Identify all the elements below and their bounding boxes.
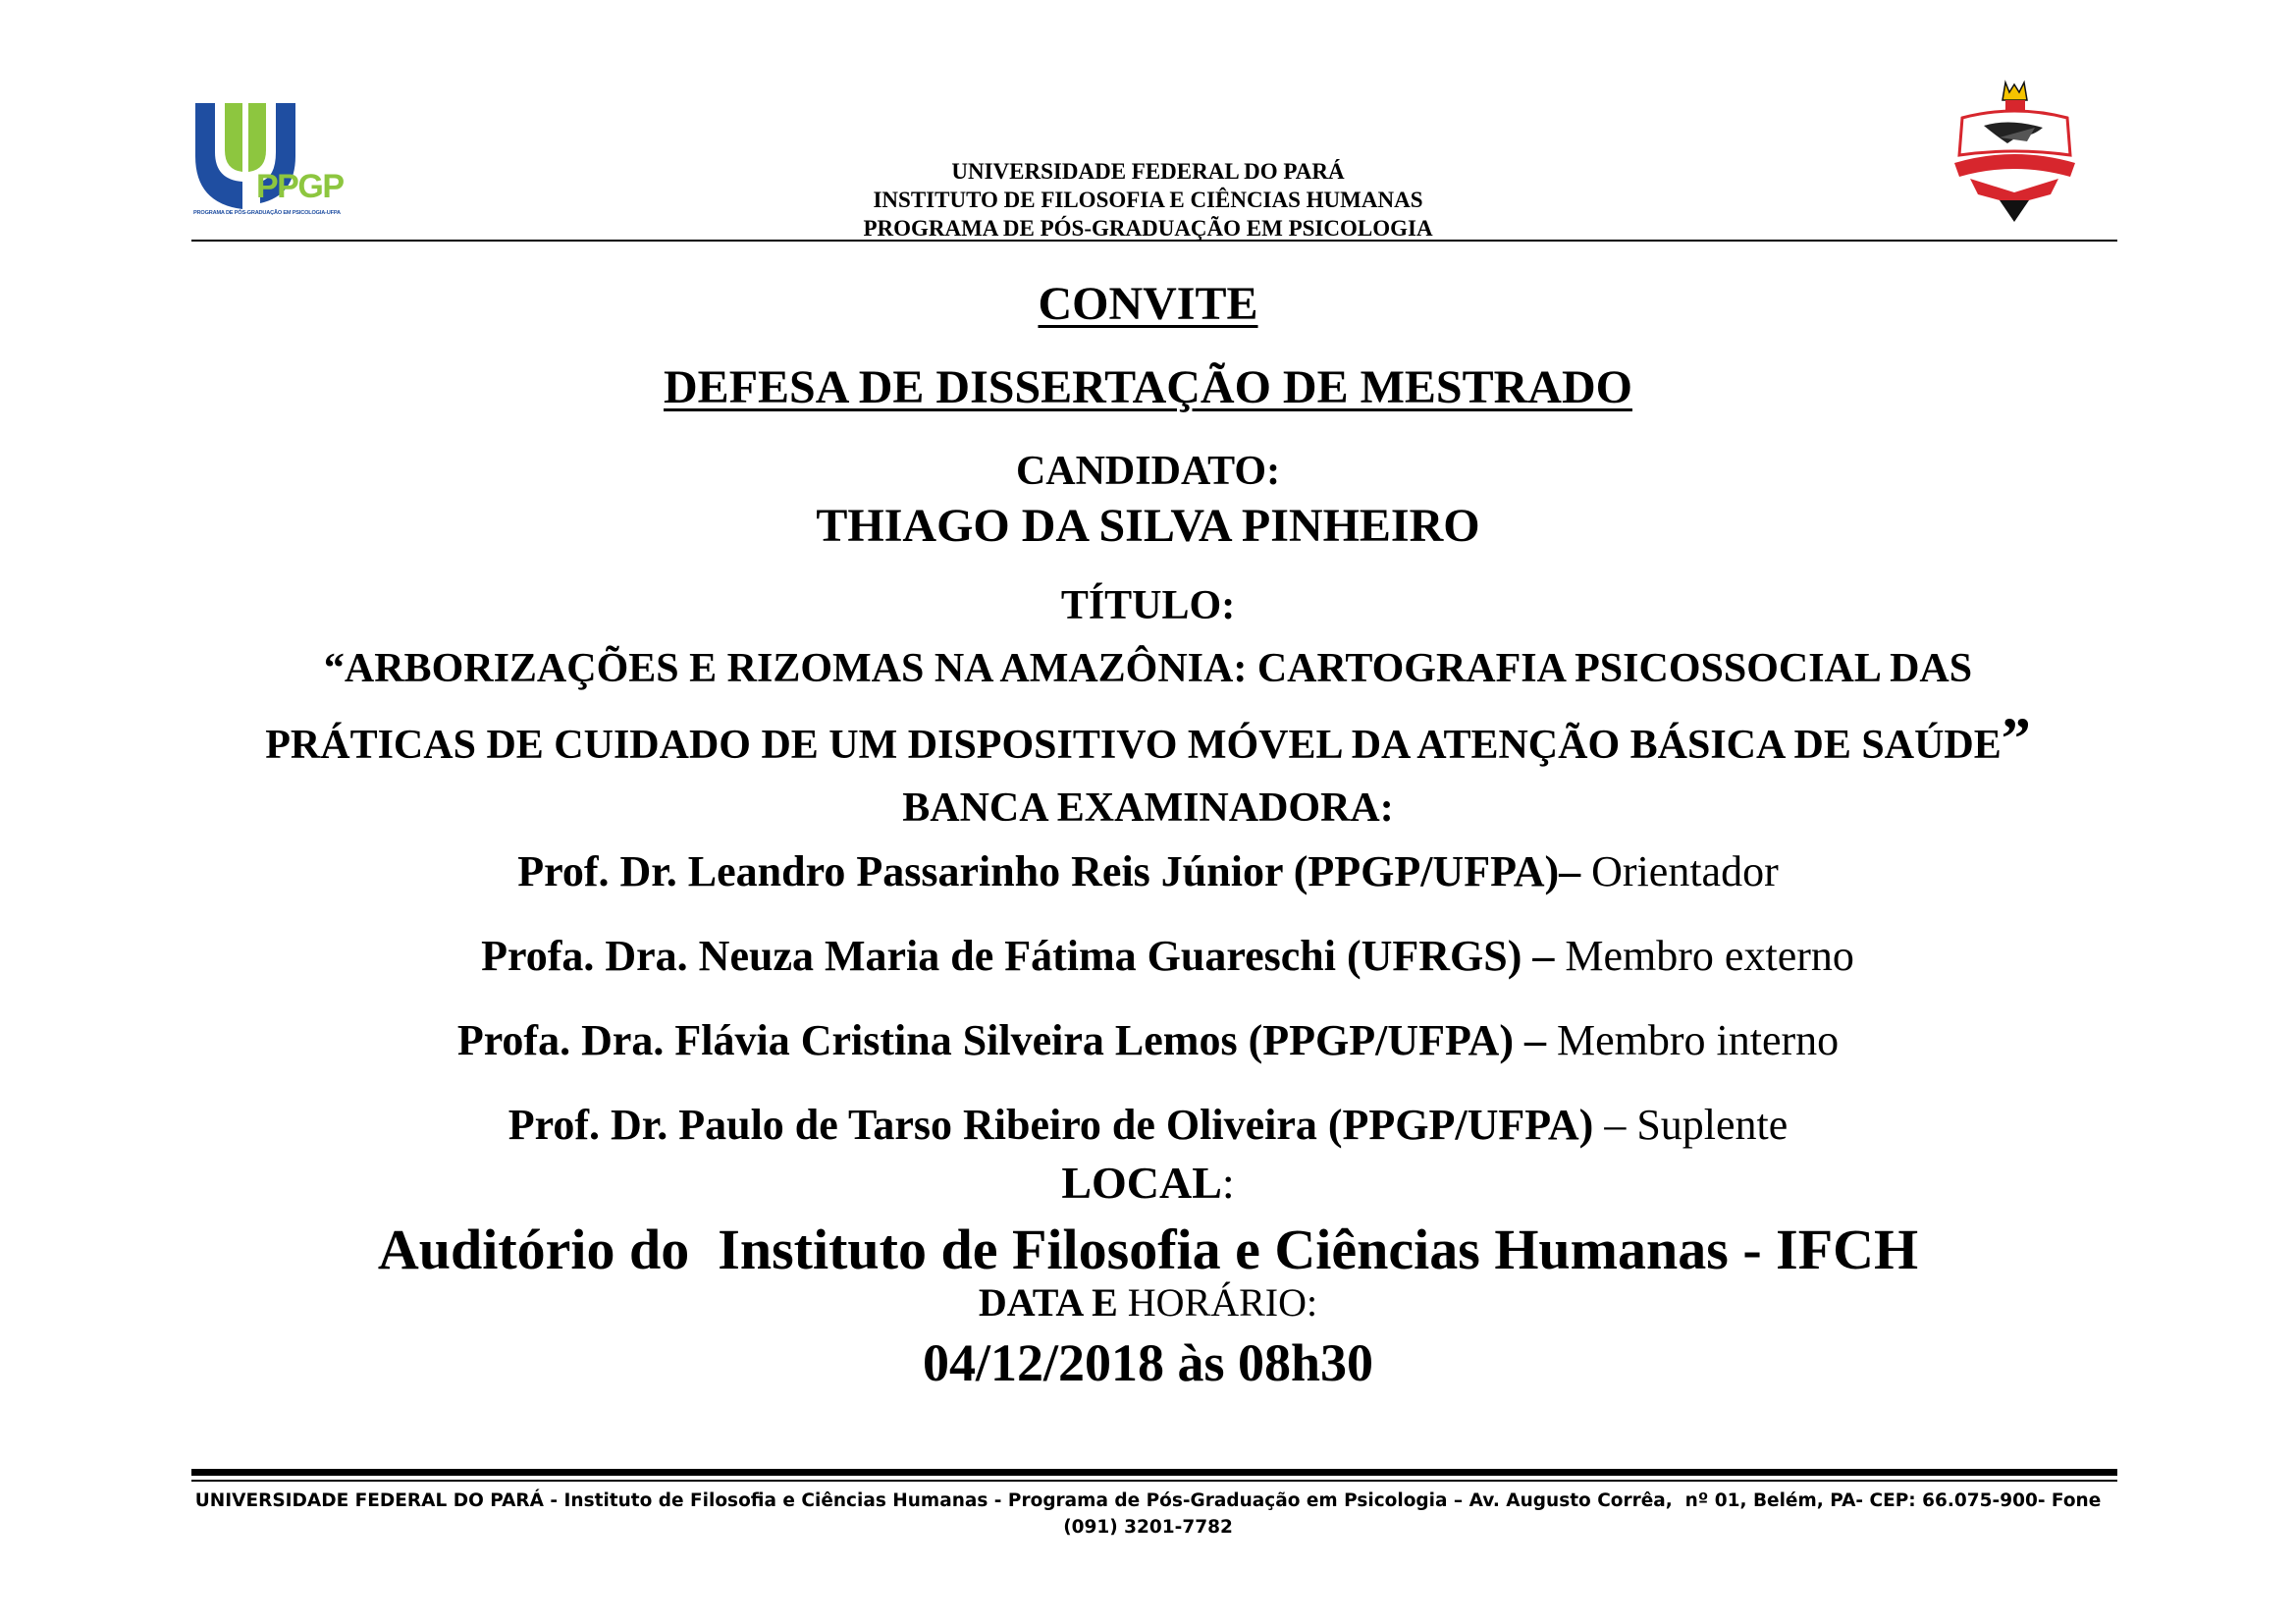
dissertation-title-line-2 (0, 706, 2296, 771)
header-institute: INSTITUTO DE FILOSOFIA E CIÊNCIAS HUMANAS (873, 188, 1423, 212)
location-label-text: LOCAL (1061, 1158, 1222, 1208)
header-program: PROGRAMA DE PÓS-GRADUAÇÃO EM PSICOLOGIA (863, 216, 1433, 241)
member-name: Profa. Dra. Flávia Cristina Silveira Lemos (PPGP/UFPA) – (456, 1016, 1546, 1064)
member-role: Membro interno (1546, 1016, 1840, 1064)
member-role: – Suplente (1593, 1101, 1789, 1149)
footer-address (0, 1488, 2296, 1541)
location-value: Auditório do Instituto de Filosofia e Ciências Humanas - IFCH (377, 1218, 1919, 1281)
location-label-colon: : (1221, 1158, 1235, 1208)
footer-line-2: (091) 3201-7782 (1063, 1517, 1233, 1538)
title-line-1-text: ARBORIZAÇÕES E RIZOMAS NA AMAZÔNIA: CARTOGRAFIA PSICOSSOCIAL DAS (344, 646, 1973, 691)
footer-line-1: UNIVERSIDADE FEDERAL DO PARÁ - Instituto de Filosofia e Ciências Humanas - Programa de Pós-Graduação em Psicologia – Av. Augusto Corrêa, nº 01, Belém, PA- CEP: 66.075-900- Fone (194, 1490, 2102, 1511)
member-name: Prof. Dr. Paulo de Tarso Ribeiro de Oliveira (PPGP/UFPA) (507, 1101, 1594, 1149)
header-divider (191, 240, 2117, 242)
svg-text:PROGRAMA DE PÓS-GRADUAÇÃO EM P: PROGRAMA DE PÓS-GRADUAÇÃO EM PSICOLOGIA-UFPA (193, 210, 341, 216)
member-role: Membro externo (1554, 932, 1854, 980)
member-name: Profa. Dra. Neuza Maria de Fátima Guareschi (UFRGS) – (481, 932, 1555, 980)
committee-member (0, 1098, 2296, 1153)
schedule-value: 04/12/2018 às 08h30 (922, 1333, 1374, 1392)
footer-divider-thick (191, 1469, 2117, 1476)
committee-member (0, 929, 2296, 984)
schedule-label-normal: HORÁRIO: (1117, 1280, 1318, 1325)
svg-text:PPGP: PPGP (256, 168, 345, 205)
member-name: Prof. Dr. Leandro Passarinho Reis Júnior (PPGP/UFPA)– (517, 847, 1581, 895)
page-title (0, 275, 2296, 334)
candidate-label: CANDIDATO: (1015, 449, 1281, 494)
page-subtitle-text: DEFESA DE DISSERTAÇÃO DE MESTRADO (664, 361, 1632, 413)
committee-label: BANCA EXAMINADORA: (902, 785, 1394, 831)
title-line-2-text: PRÁTICAS DE CUIDADO DE UM DISPOSITIVO MÓVEL DA ATENÇÃO BÁSICA DE SAÚDE (265, 723, 2002, 768)
title-close-quote: ” (2001, 706, 2031, 771)
schedule-label-bold: DATA E (978, 1280, 1118, 1325)
page-subtitle (0, 358, 2296, 417)
committee-member (0, 844, 2296, 899)
institution-header (0, 157, 2296, 243)
title-label: TÍTULO: (1060, 583, 1236, 628)
schedule-label (0, 1278, 2296, 1327)
location-label (0, 1156, 2296, 1211)
page-title-text: CONVITE (1038, 278, 1258, 330)
candidate-name: THIAGO DA SILVA PINHEIRO (816, 500, 1480, 552)
member-role: Orientador (1580, 847, 1779, 895)
dissertation-title-line-1 (0, 643, 2296, 694)
title-open-quote: “ (323, 646, 345, 691)
committee-member (0, 1013, 2296, 1068)
header-university: UNIVERSIDADE FEDERAL DO PARÁ (951, 159, 1345, 184)
footer-divider-thin (191, 1480, 2117, 1482)
